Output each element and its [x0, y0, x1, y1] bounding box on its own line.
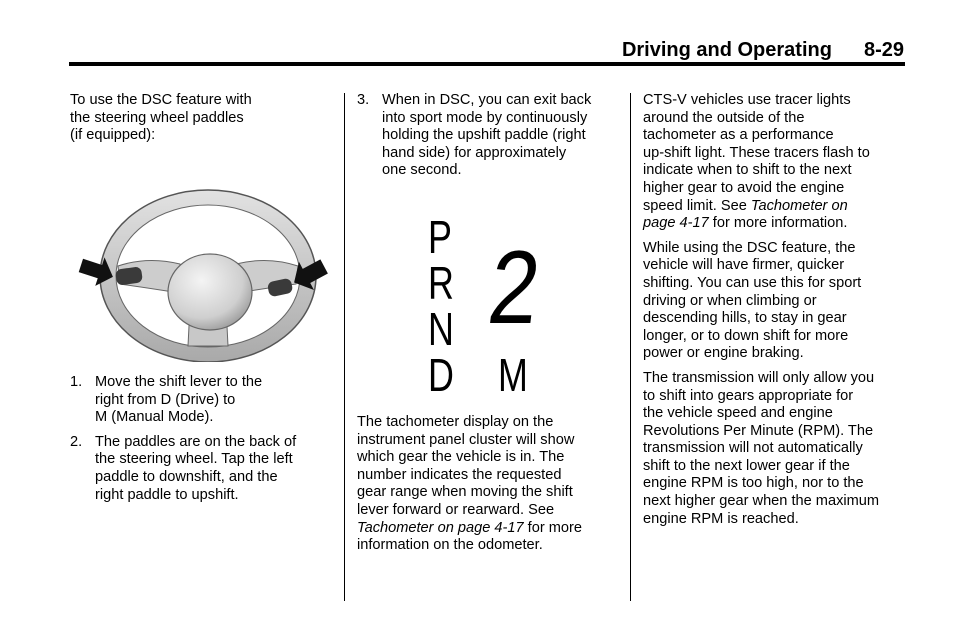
- list-number: 2.: [70, 433, 83, 450]
- text-line: [643, 198, 908, 216]
- text-line: When in DSC, you can exit back: [382, 92, 592, 108]
- col1-intro: [70, 92, 335, 145]
- text-line: the steering wheel paddles: [70, 109, 244, 126]
- text-line: While using the DSC feature, the: [643, 239, 856, 256]
- text-line: transmission will not automatically: [643, 440, 863, 457]
- tachometer-link[interactable]: Tachometer on page 4-17: [357, 519, 524, 536]
- text-line: descending hills, to stay in gear: [643, 310, 847, 327]
- col3-text: [643, 92, 908, 528]
- section-title: Driving and Operating: [621, 39, 832, 61]
- col2-step3: [357, 92, 622, 187]
- text-line: number indicates the requested: [357, 466, 562, 483]
- text-line: information on the odometer.: [357, 537, 543, 554]
- column-divider-1: [344, 93, 345, 601]
- text-line: tachometer as a performance: [643, 127, 834, 144]
- text-line: one second.: [382, 162, 462, 179]
- text-line: up-shift light. These tracers flash to: [643, 144, 870, 161]
- text-line: which gear the vehicle is in. The: [357, 449, 565, 466]
- text-line: To use the DSC feature with: [70, 92, 252, 108]
- text-line: power or engine braking.: [643, 345, 804, 362]
- text-line: around the outside of the: [643, 109, 805, 126]
- list-item: [70, 374, 335, 427]
- paragraph: [643, 240, 908, 363]
- current-gear: 2: [482, 230, 546, 346]
- gear-n: N: [428, 303, 454, 355]
- text-line: gear range when moving the shift: [357, 484, 573, 501]
- page-header: [600, 38, 904, 62]
- list-number: 3.: [357, 92, 370, 108]
- page-number: 8-29: [863, 39, 904, 61]
- text-line: right paddle to upshift.: [95, 486, 239, 503]
- text-span: speed limit. See: [643, 197, 751, 214]
- list-item: [70, 434, 335, 504]
- text-line: The paddles are on the back of: [95, 433, 297, 450]
- text-line: engine RPM is reached.: [643, 510, 799, 527]
- text-line: into sport mode by continuously: [382, 109, 588, 126]
- header-rule: [69, 62, 905, 66]
- text-line: shifting. You can use this for sport: [643, 274, 862, 291]
- text-line: M (Manual Mode).: [95, 409, 214, 426]
- text-line: hand side) for approximately: [382, 144, 567, 161]
- text-line: instrument panel cluster will show: [357, 431, 575, 448]
- steering-wheel-illustration: [78, 186, 328, 362]
- text-line: [357, 520, 622, 538]
- text-line: higher gear to avoid the engine: [643, 179, 845, 196]
- text-line: indicate when to shift to the next: [643, 162, 852, 179]
- paragraph: [643, 92, 908, 233]
- text-line: engine RPM is too high, nor to the: [643, 475, 864, 492]
- list-number: 1.: [70, 374, 83, 390]
- text-line: paddle to downshift, and the: [95, 468, 278, 485]
- text-span: for more: [523, 519, 582, 536]
- text-line: the vehicle speed and engine: [643, 405, 833, 422]
- column-divider-2: [630, 93, 631, 601]
- gear-r: R: [428, 257, 454, 309]
- tachometer-link[interactable]: Tachometer on: [750, 197, 848, 214]
- col2-paragraph: [357, 414, 622, 555]
- gear-p: P: [428, 211, 452, 263]
- col1-steps: [70, 374, 335, 511]
- paragraph: [643, 370, 908, 528]
- text-line: Move the shift lever to the: [95, 374, 263, 390]
- text-line: lever forward or rearward. See: [357, 501, 555, 518]
- text-line: vehicle will have firmer, quicker: [643, 257, 845, 274]
- text-line: holding the upshift paddle (right: [382, 127, 586, 144]
- text-line: shift to the next lower gear if the: [643, 457, 850, 474]
- text-line: Revolutions Per Minute (RPM). The: [643, 422, 874, 439]
- tachometer-link-page[interactable]: page 4-17: [643, 215, 709, 232]
- text-line: the steering wheel. Tap the left: [95, 451, 293, 468]
- text-line: The tachometer display on the: [357, 414, 554, 430]
- text-line: driving or when climbing or: [643, 292, 817, 309]
- text-line: next higher gear when the maximum: [643, 493, 880, 510]
- text-line: CTS-V vehicles use tracer lights: [643, 92, 851, 108]
- text-line: [643, 215, 908, 233]
- text-line: to shift into gears appropriate for: [643, 387, 854, 404]
- text-line: right from D (Drive) to: [95, 391, 236, 408]
- gear-d: D: [428, 349, 454, 401]
- mode-indicator: M: [498, 349, 528, 401]
- text-line: (if equipped):: [70, 127, 156, 144]
- text-line: longer, or to down shift for more: [643, 327, 849, 344]
- list-item: [357, 92, 622, 180]
- text-span: for more information.: [708, 215, 848, 232]
- text-line: The transmission will only allow you: [643, 369, 875, 386]
